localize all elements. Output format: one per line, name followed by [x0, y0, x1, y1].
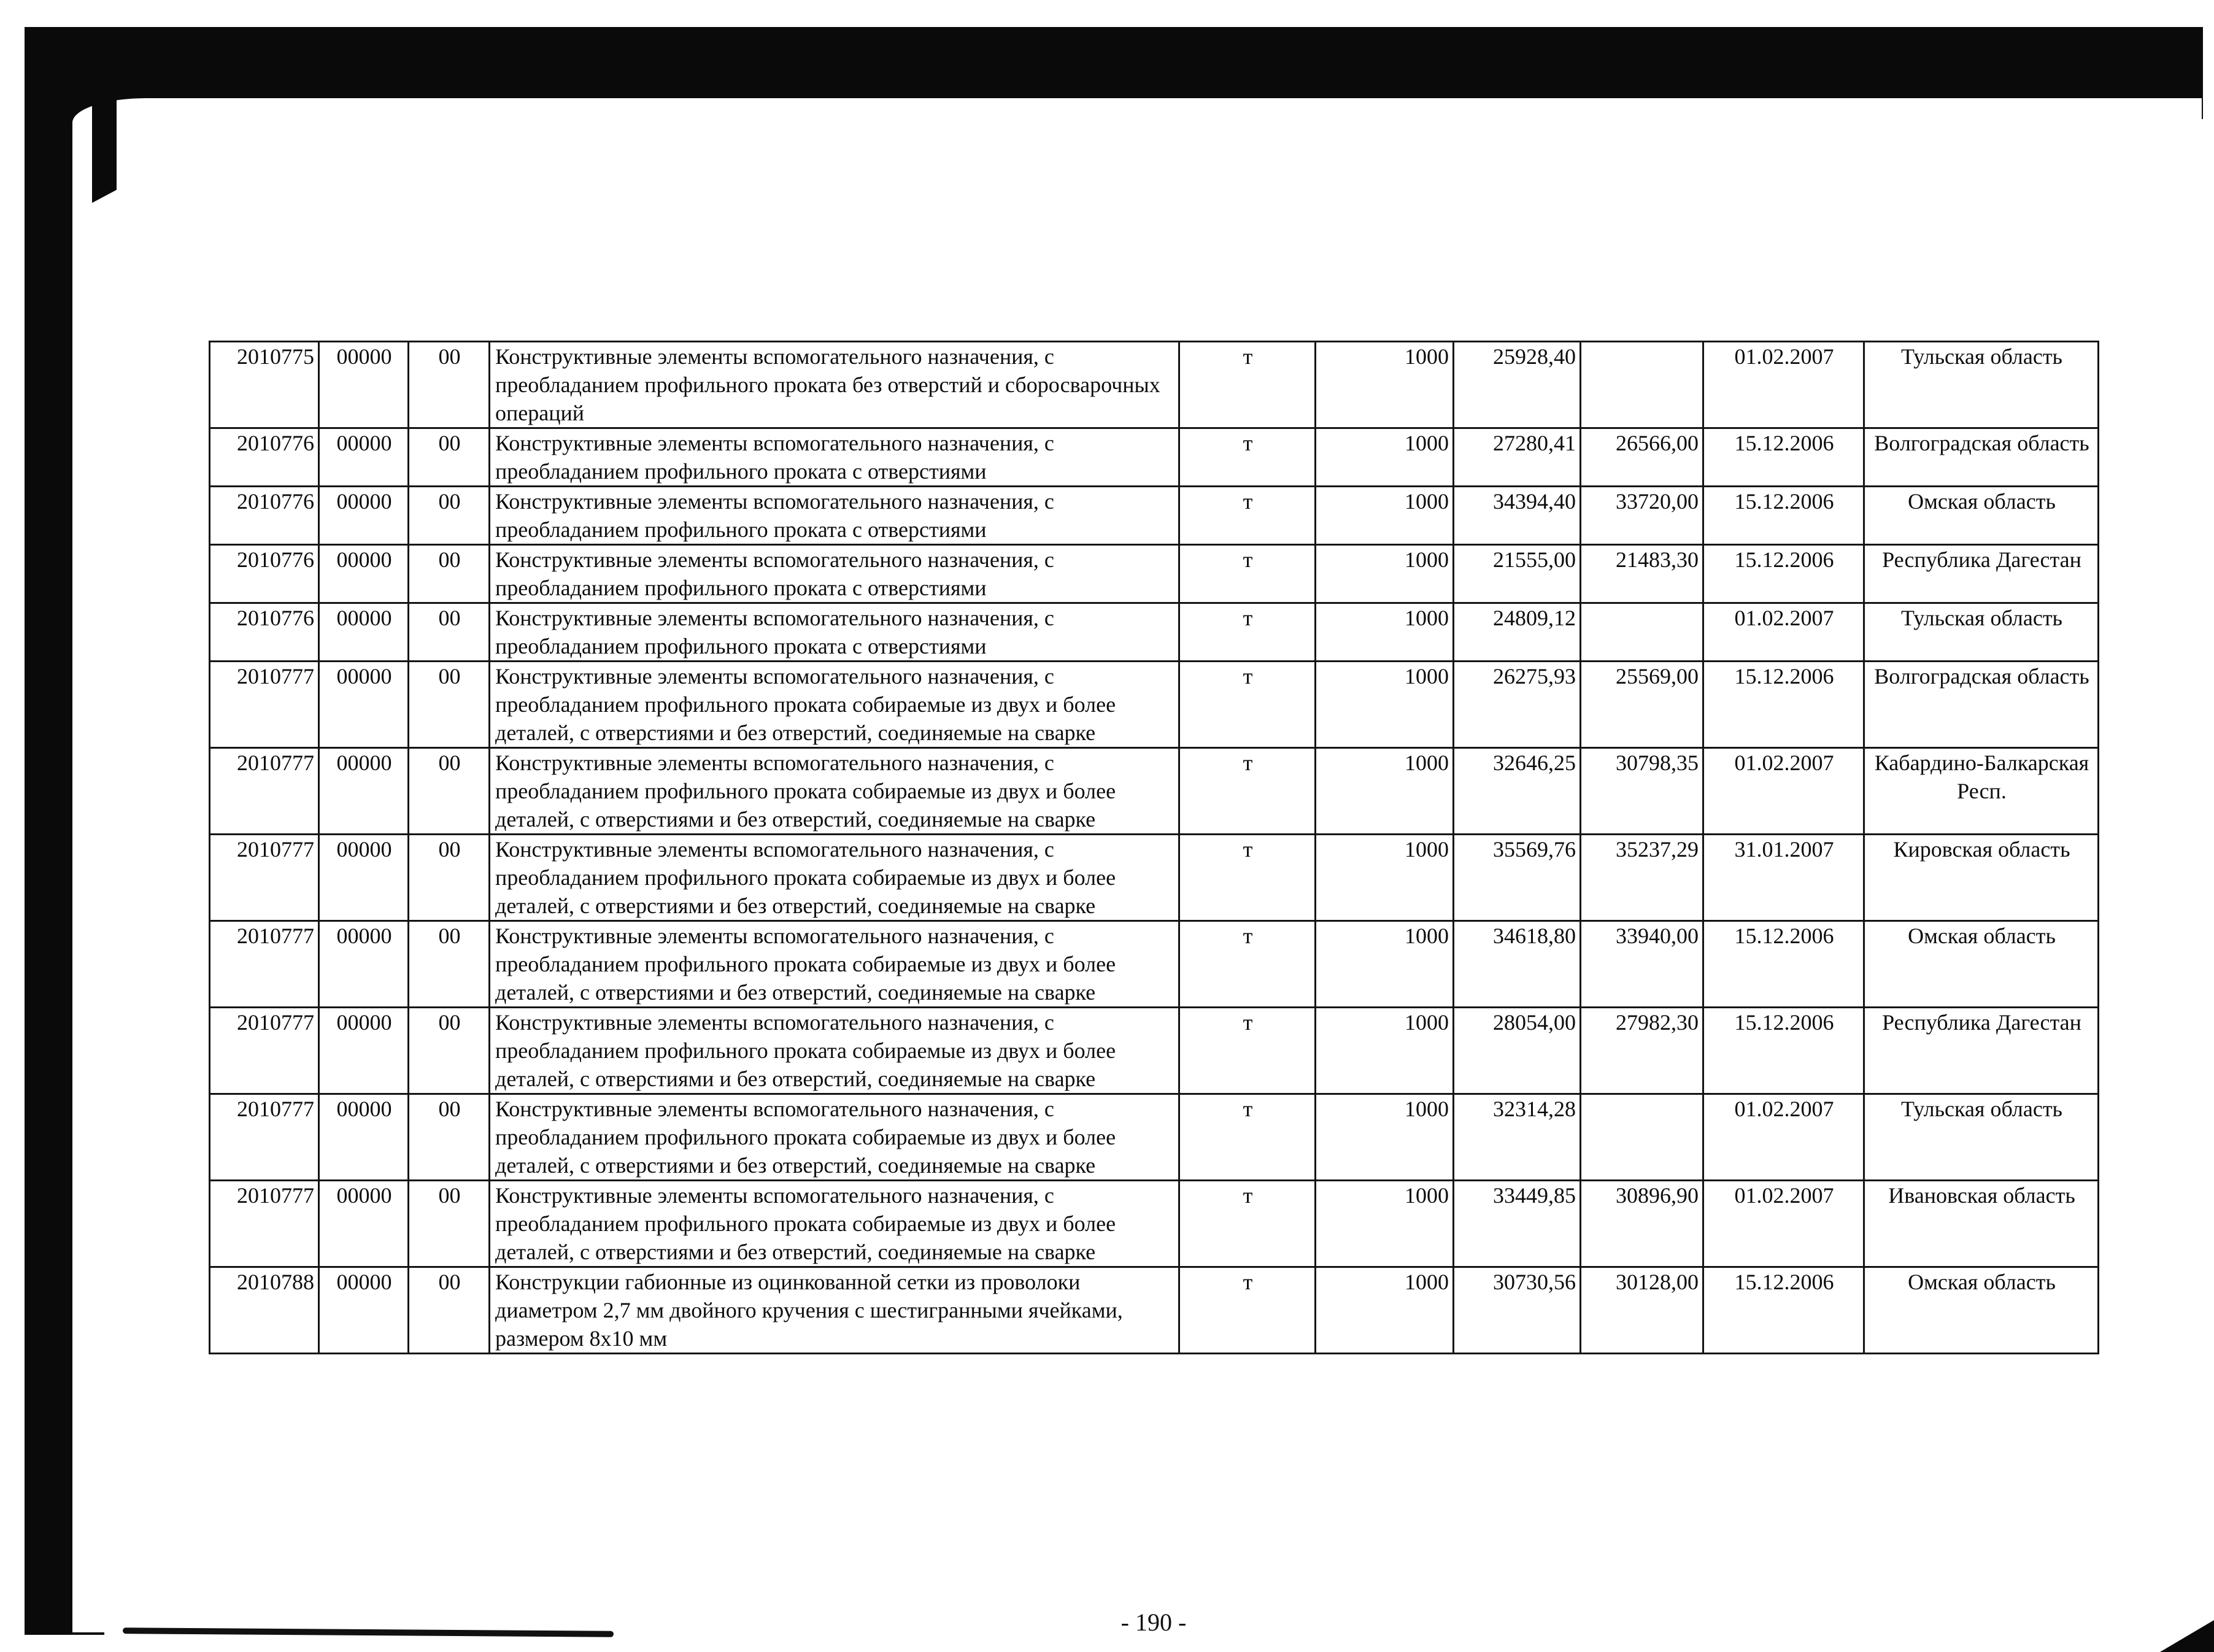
cell-description: Конструктивные элементы вспомогательного назначения, с преобладанием профильного проката без отверстий и сборосварочных операций [490, 342, 1179, 428]
cell-code: 2010776 [210, 428, 319, 487]
cell-subcode-2: 00 [409, 835, 490, 921]
price-table [209, 341, 2099, 1354]
table-row [210, 921, 2099, 1008]
cell-price-alt: 21483,30 [1581, 545, 1703, 603]
table-row [210, 487, 2099, 545]
cell-subcode-2: 00 [409, 1008, 490, 1094]
cell-subcode-1: 00000 [319, 545, 409, 603]
cell-subcode-2: 00 [409, 1094, 490, 1181]
cell-price: 27280,41 [1454, 428, 1581, 487]
cell-subcode-2: 00 [409, 603, 490, 662]
cell-code: 2010777 [210, 1094, 319, 1181]
cell-date: 01.02.2007 [1703, 342, 1864, 428]
cell-subcode-1: 00000 [319, 1094, 409, 1181]
cell-price-alt [1581, 603, 1703, 662]
cell-quantity: 1000 [1316, 428, 1454, 487]
cell-unit: т [1179, 662, 1316, 748]
cell-region: Тульская область [1864, 342, 2099, 428]
price-table-container [209, 341, 2097, 1354]
cell-unit: т [1179, 748, 1316, 835]
cell-quantity: 1000 [1316, 662, 1454, 748]
cell-subcode-2: 00 [409, 1267, 490, 1354]
table-row [210, 662, 2099, 748]
cell-code: 2010777 [210, 835, 319, 921]
cell-region: Кабардино-Балкарская Респ. [1864, 748, 2099, 835]
scan-border-top [25, 27, 2200, 102]
cell-price: 33449,85 [1454, 1181, 1581, 1267]
cell-subcode-1: 00000 [319, 835, 409, 921]
cell-date: 01.02.2007 [1703, 1094, 1864, 1181]
cell-unit: т [1179, 342, 1316, 428]
cell-unit: т [1179, 1094, 1316, 1181]
cell-subcode-1: 00000 [319, 1181, 409, 1267]
cell-price-alt: 25569,00 [1581, 662, 1703, 748]
cell-region: Тульская область [1864, 603, 2099, 662]
table-row [210, 603, 2099, 662]
cell-description: Конструктивные элементы вспомогательного назначения, с преобладанием профильного проката собираемые из двух и более деталей, с отверстиями и без отверстий, соединяемые на сварке [490, 1094, 1179, 1181]
cell-region: Республика Дагестан [1864, 545, 2099, 603]
scan-border-notch [92, 91, 117, 203]
cell-quantity: 1000 [1316, 1267, 1454, 1354]
cell-unit: т [1179, 1008, 1316, 1094]
cell-date: 01.02.2007 [1703, 748, 1864, 835]
cell-subcode-2: 00 [409, 1181, 490, 1267]
cell-region: Омская область [1864, 1267, 2099, 1354]
cell-subcode-1: 00000 [319, 1267, 409, 1354]
cell-description: Конструктивные элементы вспомогательного назначения, с преобладанием профильного проката с отверстиями [490, 487, 1179, 545]
cell-description: Конструктивные элементы вспомогательного назначения, с преобладанием профильного проката с отверстиями [490, 603, 1179, 662]
cell-price-alt [1581, 1094, 1703, 1181]
table-row [210, 835, 2099, 921]
cell-date: 15.12.2006 [1703, 428, 1864, 487]
cell-quantity: 1000 [1316, 1094, 1454, 1181]
cell-unit: т [1179, 428, 1316, 487]
cell-price: 34618,80 [1454, 921, 1581, 1008]
cell-region: Тульская область [1864, 1094, 2099, 1181]
cell-price: 30730,56 [1454, 1267, 1581, 1354]
cell-subcode-2: 00 [409, 662, 490, 748]
cell-price-alt: 33720,00 [1581, 487, 1703, 545]
cell-price: 24809,12 [1454, 603, 1581, 662]
cell-quantity: 1000 [1316, 342, 1454, 428]
cell-price-alt: 27982,30 [1581, 1008, 1703, 1094]
cell-unit: т [1179, 921, 1316, 1008]
cell-description: Конструктивные элементы вспомогательного назначения, с преобладанием профильного проката собираемые из двух и более деталей, с отверстиями и без отверстий, соединяемые на сварке [490, 748, 1179, 835]
cell-unit: т [1179, 545, 1316, 603]
cell-subcode-1: 00000 [319, 487, 409, 545]
cell-description: Конструктивные элементы вспомогательного назначения, с преобладанием профильного проката собираемые из двух и более деталей, с отверстиями и без отверстий, соединяемые на сварке [490, 835, 1179, 921]
cell-price-alt: 30798,35 [1581, 748, 1703, 835]
cell-subcode-1: 00000 [319, 603, 409, 662]
cell-region: Республика Дагестан [1864, 1008, 2099, 1094]
table-row [210, 1094, 2099, 1181]
table-row [210, 342, 2099, 428]
cell-price: 32646,25 [1454, 748, 1581, 835]
cell-code: 2010777 [210, 1008, 319, 1094]
cell-subcode-2: 00 [409, 921, 490, 1008]
cell-code: 2010776 [210, 545, 319, 603]
table-row [210, 1008, 2099, 1094]
cell-region: Волгоградская область [1864, 428, 2099, 487]
cell-quantity: 1000 [1316, 835, 1454, 921]
cell-subcode-1: 00000 [319, 662, 409, 748]
cell-unit: т [1179, 603, 1316, 662]
cell-price: 32314,28 [1454, 1094, 1581, 1181]
cell-price: 21555,00 [1454, 545, 1581, 603]
cell-code: 2010775 [210, 342, 319, 428]
cell-quantity: 1000 [1316, 1008, 1454, 1094]
cell-subcode-1: 00000 [319, 428, 409, 487]
cell-subcode-1: 00000 [319, 748, 409, 835]
cell-code: 2010777 [210, 662, 319, 748]
cell-unit: т [1179, 1267, 1316, 1354]
cell-price-alt: 30896,90 [1581, 1181, 1703, 1267]
cell-date: 01.02.2007 [1703, 603, 1864, 662]
cell-unit: т [1179, 1181, 1316, 1267]
cell-price-alt: 33940,00 [1581, 921, 1703, 1008]
cell-description: Конструктивные элементы вспомогательного назначения, с преобладанием профильного проката с отверстиями [490, 428, 1179, 487]
cell-subcode-1: 00000 [319, 921, 409, 1008]
cell-date: 15.12.2006 [1703, 545, 1864, 603]
cell-code: 2010777 [210, 921, 319, 1008]
cell-date: 31.01.2007 [1703, 835, 1864, 921]
table-row [210, 545, 2099, 603]
cell-unit: т [1179, 835, 1316, 921]
cell-price-alt: 30128,00 [1581, 1267, 1703, 1354]
cell-subcode-1: 00000 [319, 342, 409, 428]
cell-price: 35569,76 [1454, 835, 1581, 921]
cell-description: Конструкции габионные из оцинкованной сетки из проволоки диаметром 2,7 мм двойного кручения с шестигранными ячейками, размером 8х10 мм [490, 1267, 1179, 1354]
cell-quantity: 1000 [1316, 487, 1454, 545]
cell-subcode-2: 00 [409, 428, 490, 487]
cell-subcode-2: 00 [409, 545, 490, 603]
table-row [210, 1181, 2099, 1267]
cell-date: 15.12.2006 [1703, 1008, 1864, 1094]
cell-region: Омская область [1864, 487, 2099, 545]
cell-date: 15.12.2006 [1703, 662, 1864, 748]
cell-price-alt: 35237,29 [1581, 835, 1703, 921]
cell-price-alt [1581, 342, 1703, 428]
cell-date: 15.12.2006 [1703, 921, 1864, 1008]
cell-date: 15.12.2006 [1703, 1267, 1864, 1354]
cell-region: Волгоградская область [1864, 662, 2099, 748]
cell-code: 2010777 [210, 748, 319, 835]
cell-quantity: 1000 [1316, 603, 1454, 662]
table-row [210, 1267, 2099, 1354]
cell-region: Кировская область [1864, 835, 2099, 921]
cell-description: Конструктивные элементы вспомогательного назначения, с преобладанием профильного проката собираемые из двух и более деталей, с отверстиями и без отверстий, соединяемые на сварке [490, 921, 1179, 1008]
cell-quantity: 1000 [1316, 1181, 1454, 1267]
table-row [210, 748, 2099, 835]
cell-price: 34394,40 [1454, 487, 1581, 545]
price-table-body [210, 342, 2099, 1354]
cell-price: 26275,93 [1454, 662, 1581, 748]
cell-date: 15.12.2006 [1703, 487, 1864, 545]
cell-price: 25928,40 [1454, 342, 1581, 428]
cell-region: Омская область [1864, 921, 2099, 1008]
page-number: - 190 - [1120, 1608, 1187, 1636]
cell-price-alt: 26566,00 [1581, 428, 1703, 487]
cell-description: Конструктивные элементы вспомогательного назначения, с преобладанием профильного проката собираемые из двух и более деталей, с отверстиями и без отверстий, соединяемые на сварке [490, 1181, 1179, 1267]
cell-date: 01.02.2007 [1703, 1181, 1864, 1267]
cell-quantity: 1000 [1316, 921, 1454, 1008]
cell-code: 2010776 [210, 487, 319, 545]
cell-code: 2010777 [210, 1181, 319, 1267]
cell-subcode-2: 00 [409, 342, 490, 428]
cell-code: 2010788 [210, 1267, 319, 1354]
cell-quantity: 1000 [1316, 748, 1454, 835]
cell-subcode-2: 00 [409, 487, 490, 545]
cell-description: Конструктивные элементы вспомогательного назначения, с преобладанием профильного проката с отверстиями [490, 545, 1179, 603]
cell-subcode-1: 00000 [319, 1008, 409, 1094]
cell-unit: т [1179, 487, 1316, 545]
cell-price: 28054,00 [1454, 1008, 1581, 1094]
cell-code: 2010776 [210, 603, 319, 662]
cell-description: Конструктивные элементы вспомогательного назначения, с преобладанием профильного проката собираемые из двух и более деталей, с отверстиями и без отверстий, соединяемые на сварке [490, 1008, 1179, 1094]
cell-subcode-2: 00 [409, 748, 490, 835]
table-row [210, 428, 2099, 487]
cell-region: Ивановская область [1864, 1181, 2099, 1267]
cell-quantity: 1000 [1316, 545, 1454, 603]
cell-description: Конструктивные элементы вспомогательного назначения, с преобладанием профильного проката собираемые из двух и более деталей, с отверстиями и без отверстий, соединяемые на сварке [490, 662, 1179, 748]
